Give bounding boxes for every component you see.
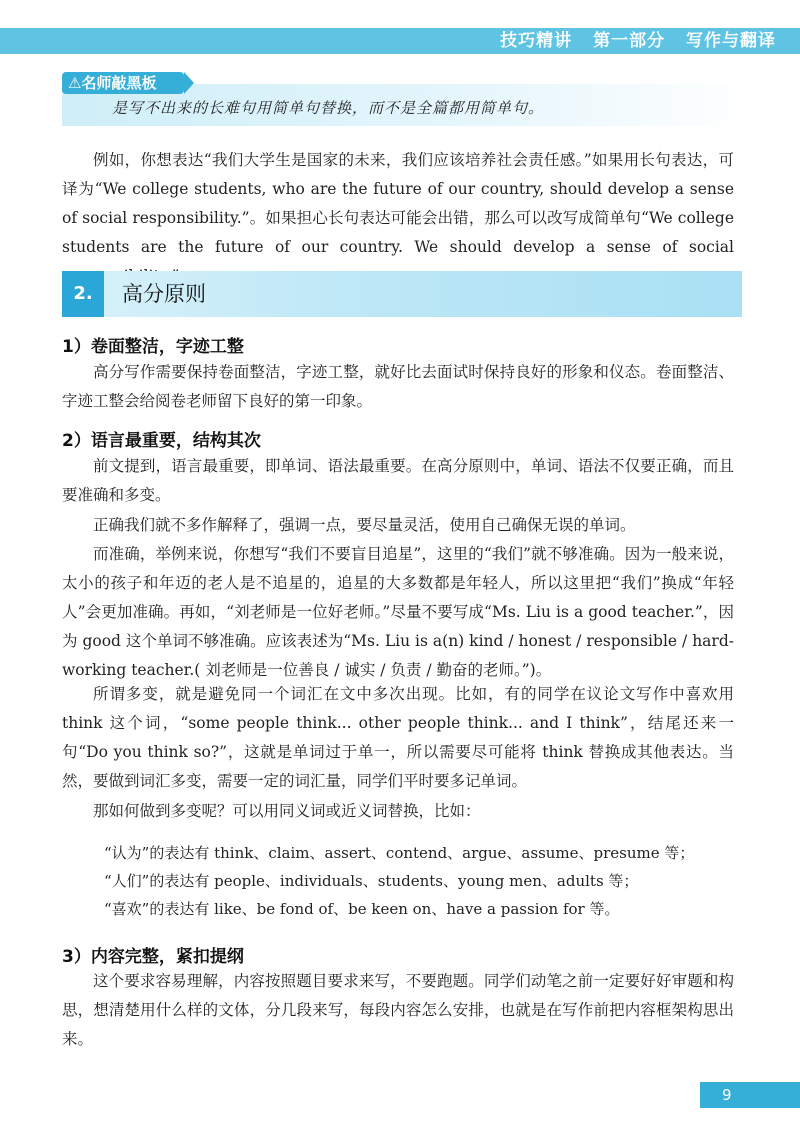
tip-tag: ⚠名师敲黑板: [62, 72, 184, 94]
section-number: 2.: [62, 271, 104, 317]
subsection-2-paragraph-5: 那如何做到多变呢？可以用同义词或近义词替换，比如：: [93, 802, 481, 820]
header-part-1: 技巧精讲: [500, 31, 573, 51]
tip-text: 是写不出来的长难句用简单句替换，而不是全篇都用简单句。: [112, 99, 545, 117]
intro-paragraph: 例如，你想表达“我们大学生是国家的未来，我们应该培养社会责任感。”如果用长句表达，可译为“We college students, who are the future of our country, should develop a sense of social responsibility.”。如果担心长句表达可能会出错，那么可以改写成简单句“We college students are the future of our country. We should develop a sense of social: [62, 151, 734, 256]
example-line: “人们”的表达有 people、individuals、students、young men、adults 等；: [104, 872, 639, 890]
subsection-heading-3: 3）内容完整，紧扣提纲: [62, 947, 244, 967]
subsection-2-paragraph-2: 正确我们就不多作解释了，强调一点，要尽量灵活，使用自己确保无误的单词。: [93, 516, 636, 534]
example-line: “认为”的表达有 think、claim、assert、contend、argue、assume、presume 等；: [104, 844, 695, 862]
example-line: “喜欢”的表达有 like、be fond of、be keen on、have a passion for 等。: [104, 900, 620, 918]
subsection-2-paragraph-1: 前文提到，语言最重要，即单词、语法最重要。在高分原则中，单词、语法不仅要正确，而且要准确和多变。: [62, 457, 734, 504]
subsection-2-paragraph-4: 所谓多变，就是避免同一个词汇在文中多次出现。比如，有的同学在议论文写作中喜欢用 think 这个词，“some people think... other people think... and I think”，结尾还来一句“Do you think so?”，这就是单词过于单一，所以需要尽可能将 think 替换成其他表达。当然，要做到词汇多变，需要一定的词汇量，同学们平时要多记单词。: [62, 685, 734, 790]
section-title: 高分原则: [122, 282, 206, 306]
running-header: [486, 26, 776, 56]
subsection-1-paragraph: 高分写作需要保持卷面整洁，字迹工整，就好比去面试时保持良好的形象和仪态。卷面整洁、字迹工整会给阅卷老师留下良好的第一印象。: [62, 363, 734, 410]
header-part-3: 写作与翻译: [686, 31, 776, 51]
subsection-3-paragraph: 这个要求容易理解，内容按照题目要求来写，不要跑题。同学们动笔之前一定要好好审题和构思，想清楚用什么样的文体，分几段来写，每段内容怎么安排，也就是在写作前把内容框架构思出来。: [62, 972, 734, 1048]
subsection-2-paragraph-3: 而准确，举例来说，你想写“我们不要盲目追星”，这里的“我们”就不够准确。因为一般来说，太小的孩子和年迈的老人是不追星的，追星的大多数都是年轻人，所以这里把“我们”换成“年轻人”会更加准确。再如，“刘老师是一位好老师。”尽量不要写成“Ms. Liu is a good teacher.”，因为 good 这个单词不够准确。应该表述为“Ms. Liu is a(n) kind / honest / responsible / hard-working teacher.( 刘老师是一位善良 / 诚实 / 负责 / 勤奋的老师。”)。: [62, 545, 734, 679]
page-number: 9: [700, 1082, 800, 1108]
header-part-2: 第一部分: [593, 31, 666, 51]
subsection-heading-1: 1）卷面整洁，字迹工整: [62, 337, 244, 357]
subsection-heading-2: 2）语言最重要，结构其次: [62, 431, 261, 451]
